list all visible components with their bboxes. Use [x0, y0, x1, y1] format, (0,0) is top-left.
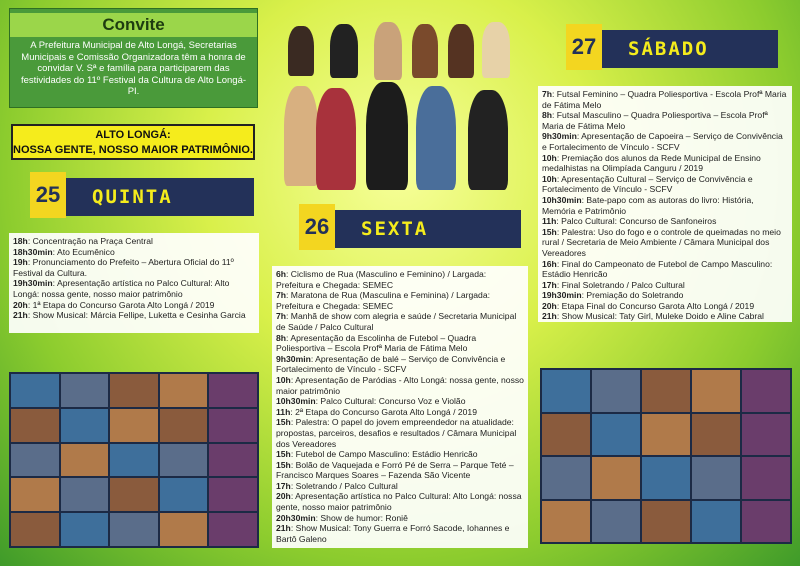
schedule-text: : Futsal Masculino – Quadra Poliesportiva – Escola Profª Maria de Fátima Melo [542, 110, 768, 131]
schedule-time: 18h [13, 236, 28, 246]
day-name: SEXTA [361, 218, 429, 240]
schedule-item [276, 375, 524, 396]
day-number: 26 [299, 204, 335, 250]
schedule-time: 8h [542, 110, 553, 121]
schedule-text: : Ato Ecumênico [52, 246, 115, 257]
schedule-text: : Bate-papo com as autoras do livro: História, Memória e Patrimônio [542, 194, 754, 216]
day-header-26 [299, 210, 521, 248]
slogan-banner [11, 124, 255, 160]
schedule-item [542, 174, 788, 195]
schedule-27 [538, 86, 792, 322]
schedule-time: 20h [542, 300, 557, 311]
schedule-item [13, 236, 255, 247]
schedule-time: 20h30min [276, 512, 316, 523]
schedule-item [276, 460, 524, 481]
schedule-text: : Bolão de Vaquejada e Forró Pé de Serra – Parque Teté – Francisco Marques Soares – Fazenda São Vicente [276, 459, 514, 481]
invitation-title: Convite [10, 13, 257, 37]
schedule-time: 15h [276, 449, 291, 460]
schedule-time: 7h [276, 311, 287, 322]
schedule-item [276, 513, 524, 524]
schedule-time: 20h [13, 299, 28, 310]
schedule-item [542, 153, 788, 174]
schedule-time: 18h30min [13, 246, 53, 257]
schedule-time: 15h [276, 417, 291, 428]
schedule-text: : Apresentação da Escolinha de Futebol – Quadra Poliesportiva – Escola Profª Maria de Fátima Melo [276, 332, 477, 354]
schedule-text: : Show de humor: Roniê [315, 512, 408, 523]
day-name: SÁBADO [628, 38, 709, 60]
slogan-line-2: NOSSA GENTE, NOSSO MAIOR PATRIMÔNIO. [13, 144, 253, 156]
schedule-text: : Manhã de show com alegria e saúde / Secretaria Municipal de Saúde / Palco Cultural [276, 311, 517, 332]
schedule-text: : Show Musical: Taty Girl, Muleke Doido e Aline Cabral [556, 311, 764, 322]
day-number: 25 [30, 172, 66, 218]
schedule-item [276, 407, 524, 418]
day-header-25 [30, 178, 254, 216]
schedule-time: 17h [542, 279, 557, 290]
schedule-item [542, 259, 788, 280]
schedule-item [542, 110, 788, 131]
schedule-item [542, 131, 788, 152]
schedule-item [542, 280, 788, 291]
schedule-time: 19h [13, 257, 28, 268]
schedule-text: : 2ª Etapa do Concurso Garota Alto Longá / 2019 [290, 406, 477, 417]
schedule-item [542, 301, 788, 312]
schedule-text: : Apresentação artística no Palco Cultural: Alto Longá: nossa gente, nosso maior patrimônio [13, 278, 230, 299]
schedule-26 [272, 266, 528, 548]
day-header-27 [566, 30, 778, 68]
schedule-text: : Soletrando / Palco Cultural [290, 480, 398, 491]
schedule-text: : Palestra: Uso do fogo e o controle de queimadas no meio rural / Secretaria de Meio Ambiente / Câmara Municipal dos Vereadores [542, 226, 781, 258]
schedule-text: : Premiação dos alunos da Rede Municipal de Ensino medalhistas na Olimpíada Canguru / 2019 [542, 152, 761, 174]
schedule-item [542, 290, 788, 301]
invitation-box [9, 8, 258, 108]
schedule-text: : Ciclismo de Rua (Masculino e Feminino) / Largada: Prefeitura e Chegada: SEMEC [276, 269, 487, 290]
schedule-item [13, 278, 255, 299]
artists-photo [282, 18, 518, 193]
schedule-time: 7h [542, 89, 553, 99]
schedule-time: 6h [276, 269, 287, 279]
schedule-time: 10h [542, 173, 557, 184]
schedule-item [276, 417, 524, 449]
schedule-text: : Final do Campeonato de Futebol de Campo Masculino: Estádio Henricão [542, 258, 773, 280]
schedule-text: : Apresentação de Paródias - Alto Longá: nossa gente, nosso maior patrimônio [276, 374, 524, 396]
schedule-time: 19h30min [542, 290, 582, 301]
schedule-text: : Apresentação artística no Palco Cultural: Alto Longá: nossa gente, nosso maior patrimônio [276, 491, 522, 513]
schedule-text: : Premiação do Soletrando [581, 290, 684, 301]
schedule-time: 11h [276, 406, 291, 417]
schedule-text: : Apresentação Cultural – Serviço de Convivência e Fortalecimento de Vínculo - SCFV [542, 173, 753, 195]
photos-27 [540, 368, 792, 544]
schedule-time: 16h [542, 258, 557, 269]
schedule-item [276, 269, 524, 290]
schedule-item [542, 216, 788, 227]
schedule-text: : Futsal Feminino – Quadra Poliesportiva - Escola Profª Maria de Fátima Melo [542, 89, 787, 110]
schedule-item [276, 396, 524, 407]
schedule-time: 8h [276, 332, 287, 343]
schedule-item [542, 195, 788, 216]
schedule-time: 21h [542, 311, 557, 322]
schedule-item [542, 311, 788, 322]
schedule-item [276, 481, 524, 492]
schedule-text: : Pronunciamento do Prefeito – Abertura Oficial do 11º Festival da Cultura. [13, 257, 234, 278]
slogan-line-1: ALTO LONGÁ: [95, 129, 171, 141]
schedule-text: : Concentração na Praça Central [27, 236, 153, 246]
schedule-time: 21h [276, 523, 291, 534]
schedule-item [276, 333, 524, 354]
schedule-time: 10h30min [276, 396, 316, 407]
schedule-item [13, 257, 255, 278]
schedule-time: 20h [276, 491, 291, 502]
schedule-text: : 1ª Etapa do Concurso Garota Alto Longá / 2019 [27, 299, 215, 310]
schedule-text: : Show Musical: Márcia Fellipe, Luketta e Cesinha Garcia [27, 310, 246, 321]
schedule-time: 19h30min [13, 278, 53, 289]
schedule-25 [9, 233, 259, 333]
schedule-item [276, 449, 524, 460]
schedule-time: 7h [276, 290, 287, 301]
schedule-text: : Palestra: O papel do jovem empreendedor na atualidade: propostas, parceiros, desafios e resultados / Câmara Municipal dos Vereadores [276, 417, 517, 449]
schedule-item [13, 310, 255, 321]
schedule-text: : Apresentação de balé – Serviço de Convivência e Fortalecimento de Vínculo - SCFV [276, 353, 506, 375]
schedule-text: : Palco Cultural: Concurso de Sanfoneiros [556, 216, 717, 227]
schedule-time: 10h [276, 374, 291, 385]
schedule-time: 9h30min [276, 353, 311, 364]
schedule-time: 9h30min [542, 131, 577, 142]
schedule-item [276, 290, 524, 311]
schedule-text: : Final Soletrando / Palco Cultural [556, 279, 685, 290]
schedule-item [276, 491, 524, 512]
schedule-time: 11h [542, 216, 557, 227]
schedule-text: : Futebol de Campo Masculino: Estádio Henricão [290, 449, 478, 460]
schedule-item [276, 354, 524, 375]
schedule-text: : Show Musical: Tony Guerra e Forró Sacode, Iohannes e Bartô Galeno [276, 523, 510, 544]
schedule-item [13, 247, 255, 258]
schedule-time: 21h [13, 310, 28, 321]
day-name: QUINTA [92, 186, 173, 208]
schedule-time: 15h [542, 226, 557, 237]
photos-25 [9, 372, 259, 548]
schedule-time: 10h [542, 152, 557, 163]
schedule-item [276, 311, 524, 332]
schedule-text: : Maratona de Rua (Masculina e Feminina) / Largada: Prefeitura e Chegada: SEMEC [276, 290, 490, 311]
day-number: 27 [566, 24, 602, 70]
schedule-text: : Apresentação de Capoeira – Serviço de Convivência e Fortalecimento de Vínculo - SCFV [542, 131, 783, 152]
schedule-time: 17h [276, 480, 291, 491]
schedule-item [13, 300, 255, 311]
schedule-item [542, 227, 788, 259]
schedule-item [542, 89, 788, 110]
schedule-item [276, 523, 524, 544]
invitation-text: A Prefeitura Municipal de Alto Longá, Secretarias Municipais e Comissão Organizadora têm a honra de convidar V. Sª e família para participarem das festividades do 11º Festival da Cultura de Alto Longá-PI. [20, 40, 247, 97]
schedule-text: : Palco Cultural: Concurso Voz e Violão [315, 396, 466, 407]
schedule-time: 15h [276, 459, 291, 470]
schedule-time: 10h30min [542, 194, 582, 205]
schedule-text: : Etapa Final do Concurso Garota Alto Longá / 2019 [556, 300, 755, 311]
